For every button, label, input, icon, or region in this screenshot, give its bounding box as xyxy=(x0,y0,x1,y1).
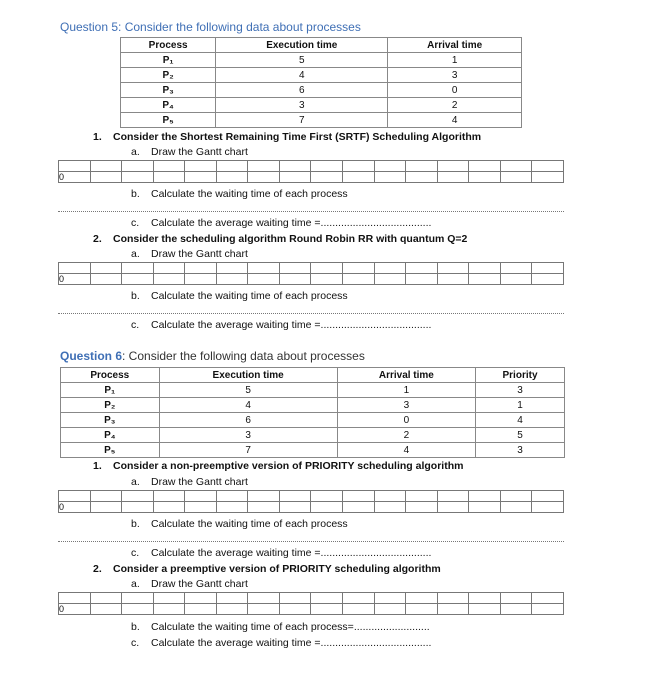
q6-item-2 xyxy=(93,563,441,575)
gantt-chart-nonpreemptive-priority[interactable] xyxy=(58,490,564,513)
gantt-cell[interactable] xyxy=(469,161,501,172)
gantt-cell[interactable] xyxy=(122,491,154,502)
table-cell: P₃ xyxy=(61,413,160,428)
gantt-row xyxy=(59,263,564,274)
gantt-cell[interactable] xyxy=(153,161,185,172)
table-cell: P₅ xyxy=(121,113,216,128)
gantt-cell[interactable] xyxy=(406,593,438,604)
gantt-cell[interactable] xyxy=(406,161,438,172)
gantt-cell[interactable] xyxy=(185,491,217,502)
gantt-cell[interactable] xyxy=(500,593,532,604)
gantt-cell[interactable] xyxy=(248,593,280,604)
gantt-cell[interactable] xyxy=(437,604,469,615)
gantt-cell[interactable] xyxy=(406,491,438,502)
gantt-cell[interactable] xyxy=(343,161,375,172)
gantt-cell[interactable] xyxy=(90,263,122,274)
table-cell: 3 xyxy=(476,383,565,398)
gantt-cell[interactable] xyxy=(343,502,375,513)
gantt-cell[interactable] xyxy=(279,491,311,502)
gantt-cell[interactable] xyxy=(122,161,154,172)
gantt-cell[interactable] xyxy=(437,491,469,502)
item-text: Calculate the average waiting time =...................................... xyxy=(151,637,432,649)
gantt-cell[interactable] xyxy=(153,604,185,615)
letter: b. xyxy=(131,621,140,633)
gantt-cell[interactable] xyxy=(122,502,154,513)
table-cell: 6 xyxy=(216,83,388,98)
item-text: Draw the Gantt chart xyxy=(151,578,248,590)
gantt-cell[interactable] xyxy=(90,593,122,604)
gantt-row xyxy=(59,502,564,513)
gantt-cell[interactable] xyxy=(185,502,217,513)
item-number: 1. xyxy=(93,460,102,472)
gantt-cell[interactable] xyxy=(216,491,248,502)
gantt-cell[interactable] xyxy=(343,593,375,604)
table-cell: 1 xyxy=(337,383,475,398)
table-cell: 7 xyxy=(216,113,388,128)
table-cell: P₃ xyxy=(121,83,216,98)
gantt-cell[interactable] xyxy=(469,172,501,183)
letter: b. xyxy=(131,188,140,200)
table-row xyxy=(61,398,565,413)
letter: a. xyxy=(131,578,140,590)
gantt-cell[interactable] xyxy=(532,263,564,274)
gantt-cell[interactable] xyxy=(311,172,343,183)
item-text: Consider a preemptive version of PRIORITY scheduling algorithm xyxy=(113,563,441,575)
table-cell: 1 xyxy=(388,53,522,68)
q5-item-1a xyxy=(131,146,248,158)
gantt-cell[interactable] xyxy=(185,161,217,172)
gantt-cell[interactable] xyxy=(185,604,217,615)
gantt-cell[interactable] xyxy=(343,263,375,274)
column-header: Execution time xyxy=(216,38,388,53)
item-text: Calculate the average waiting time =...................................... xyxy=(151,547,432,559)
gantt-cell[interactable] xyxy=(469,593,501,604)
question-label: Question 6 xyxy=(60,349,123,363)
gantt-chart-srtf[interactable] xyxy=(58,160,564,183)
gantt-cell[interactable] xyxy=(122,172,154,183)
table-row xyxy=(61,413,565,428)
q6-item-1a xyxy=(131,476,248,488)
gantt-cell[interactable] xyxy=(153,593,185,604)
gantt-cell[interactable] xyxy=(90,491,122,502)
question-6-title xyxy=(60,349,365,363)
gantt-cell[interactable] xyxy=(469,491,501,502)
item-text: Consider a non-preemptive version of PRIORITY scheduling algorithm xyxy=(113,460,464,472)
gantt-cell[interactable] xyxy=(437,593,469,604)
gantt-cell[interactable] xyxy=(532,274,564,285)
gantt-cell[interactable] xyxy=(500,172,532,183)
gantt-chart-preemptive-priority[interactable] xyxy=(58,592,564,615)
gantt-cell[interactable] xyxy=(279,161,311,172)
gantt-cell[interactable] xyxy=(216,274,248,285)
gantt-cell[interactable] xyxy=(343,172,375,183)
gantt-cell[interactable] xyxy=(500,161,532,172)
item-text: Calculate the waiting time of each process xyxy=(151,518,348,530)
table-cell: 5 xyxy=(159,383,337,398)
item-text: Draw the Gantt chart xyxy=(151,146,248,158)
letter: a. xyxy=(131,146,140,158)
gantt-cell[interactable] xyxy=(406,263,438,274)
gantt-cell[interactable] xyxy=(311,604,343,615)
table-cell: P₂ xyxy=(61,398,160,413)
item-text: Consider the Shortest Remaining Time First (SRTF) Scheduling Algorithm xyxy=(113,131,482,143)
table-cell: P₅ xyxy=(61,443,160,458)
gantt-cell[interactable] xyxy=(90,161,122,172)
gantt-cell[interactable] xyxy=(90,274,122,285)
table-row xyxy=(61,443,565,458)
gantt-cell[interactable] xyxy=(532,593,564,604)
gantt-cell[interactable] xyxy=(185,263,217,274)
gantt-cell[interactable] xyxy=(248,274,280,285)
table-cell: 4 xyxy=(216,68,388,83)
gantt-cell[interactable] xyxy=(406,274,438,285)
gantt-cell[interactable] xyxy=(500,491,532,502)
item-number: 1. xyxy=(93,131,102,143)
gantt-row xyxy=(59,604,564,615)
gantt-cell[interactable] xyxy=(406,172,438,183)
q6-item-2c xyxy=(131,637,431,649)
gantt-cell[interactable] xyxy=(532,161,564,172)
gantt-cell[interactable] xyxy=(500,502,532,513)
gantt-cell[interactable] xyxy=(437,502,469,513)
gantt-cell[interactable] xyxy=(185,172,217,183)
gantt-row xyxy=(59,593,564,604)
gantt-cell[interactable] xyxy=(122,274,154,285)
q5-item-1b xyxy=(131,188,348,200)
gantt-cell[interactable] xyxy=(122,593,154,604)
gantt-cell[interactable] xyxy=(437,161,469,172)
answer-line[interactable] xyxy=(58,313,564,314)
gantt-cell[interactable] xyxy=(532,502,564,513)
gantt-cell[interactable] xyxy=(311,491,343,502)
table-cell: 7 xyxy=(159,443,337,458)
gantt-cell[interactable] xyxy=(374,161,406,172)
item-text: Draw the Gantt chart xyxy=(151,248,248,260)
item-number: 2. xyxy=(93,563,102,575)
column-header: Priority xyxy=(476,368,565,383)
table-cell: 4 xyxy=(388,113,522,128)
gantt-cell[interactable] xyxy=(248,263,280,274)
gantt-cell[interactable] xyxy=(343,274,375,285)
gantt-cell[interactable] xyxy=(311,593,343,604)
q5-item-1c xyxy=(131,217,431,229)
gantt-cell[interactable] xyxy=(59,502,91,513)
gantt-cell[interactable] xyxy=(469,263,501,274)
table-cell: 3 xyxy=(388,68,522,83)
letter: c. xyxy=(131,547,140,559)
gantt-cell[interactable] xyxy=(153,263,185,274)
table-cell: P₁ xyxy=(61,383,160,398)
gantt-cell[interactable] xyxy=(469,274,501,285)
gantt-row xyxy=(59,491,564,502)
gantt-cell[interactable] xyxy=(500,274,532,285)
gantt-cell[interactable] xyxy=(343,604,375,615)
gantt-cell[interactable] xyxy=(185,274,217,285)
letter: c. xyxy=(131,319,140,331)
q6-item-2a xyxy=(131,578,248,590)
question-6-process-table xyxy=(60,367,565,458)
gantt-cell[interactable] xyxy=(59,491,91,502)
gantt-cell[interactable] xyxy=(153,274,185,285)
gantt-cell[interactable] xyxy=(437,274,469,285)
table-cell: 3 xyxy=(216,98,388,113)
gantt-cell[interactable] xyxy=(90,172,122,183)
gantt-cell[interactable] xyxy=(248,502,280,513)
table-cell: 1 xyxy=(476,398,565,413)
table-header-row xyxy=(61,368,565,383)
gantt-cell[interactable] xyxy=(248,604,280,615)
letter: c. xyxy=(131,637,140,649)
gantt-cell[interactable] xyxy=(406,502,438,513)
gantt-cell[interactable] xyxy=(532,172,564,183)
q5-item-2 xyxy=(93,233,467,245)
gantt-cell[interactable] xyxy=(122,263,154,274)
letter: a. xyxy=(131,476,140,488)
table-cell: 0 xyxy=(388,83,522,98)
question-5-title: Question 5: Consider the following data about processes xyxy=(60,20,361,34)
table-cell: P₂ xyxy=(121,68,216,83)
gantt-cell[interactable] xyxy=(469,502,501,513)
q5-item-1 xyxy=(93,131,481,143)
gantt-cell[interactable] xyxy=(185,593,217,604)
column-header: Execution time xyxy=(159,368,337,383)
gantt-cell[interactable] xyxy=(216,263,248,274)
table-cell: 4 xyxy=(337,443,475,458)
gantt-start-time: 0 xyxy=(59,604,65,614)
q5-item-2a xyxy=(131,248,248,260)
table-row xyxy=(121,98,522,113)
gantt-cell[interactable] xyxy=(59,274,91,285)
q6-item-1b xyxy=(131,518,348,530)
item-text: Calculate the average waiting time =...................................... xyxy=(151,319,432,331)
answer-line[interactable] xyxy=(58,211,564,212)
table-cell: P₁ xyxy=(121,53,216,68)
table-cell: 6 xyxy=(159,413,337,428)
gantt-row xyxy=(59,172,564,183)
gantt-cell[interactable] xyxy=(311,161,343,172)
gantt-cell[interactable] xyxy=(153,502,185,513)
gantt-cell[interactable] xyxy=(153,491,185,502)
table-row xyxy=(61,428,565,443)
gantt-cell[interactable] xyxy=(248,161,280,172)
gantt-cell[interactable] xyxy=(500,263,532,274)
gantt-cell[interactable] xyxy=(90,604,122,615)
letter: b. xyxy=(131,290,140,302)
gantt-cell[interactable] xyxy=(374,274,406,285)
gantt-chart-round-robin[interactable] xyxy=(58,262,564,285)
gantt-start-time: 0 xyxy=(59,502,65,512)
question-5-process-table xyxy=(120,37,522,128)
gantt-cell[interactable] xyxy=(279,274,311,285)
item-text: Calculate the waiting time of each process=.......................... xyxy=(151,621,430,633)
q6-item-1c xyxy=(131,547,431,559)
gantt-cell[interactable] xyxy=(311,502,343,513)
gantt-cell[interactable] xyxy=(216,502,248,513)
gantt-cell[interactable] xyxy=(374,172,406,183)
table-row xyxy=(121,68,522,83)
table-cell: 5 xyxy=(476,428,565,443)
gantt-cell[interactable] xyxy=(216,161,248,172)
item-text: Calculate the average waiting time =...................................... xyxy=(151,217,432,229)
q5-item-2b xyxy=(131,290,348,302)
gantt-cell[interactable] xyxy=(532,491,564,502)
table-row xyxy=(61,383,565,398)
gantt-cell[interactable] xyxy=(311,263,343,274)
gantt-cell[interactable] xyxy=(374,502,406,513)
gantt-cell[interactable] xyxy=(90,502,122,513)
gantt-cell[interactable] xyxy=(153,172,185,183)
table-cell: 2 xyxy=(388,98,522,113)
table-header-row xyxy=(121,38,522,53)
gantt-cell[interactable] xyxy=(216,593,248,604)
gantt-cell[interactable] xyxy=(279,604,311,615)
letter: c. xyxy=(131,217,140,229)
question-text: : Consider the following data about processes xyxy=(122,349,365,363)
gantt-cell[interactable] xyxy=(406,604,438,615)
letter: a. xyxy=(131,248,140,260)
gantt-cell[interactable] xyxy=(532,604,564,615)
column-header: Process xyxy=(61,368,160,383)
column-header: Process xyxy=(121,38,216,53)
table-row xyxy=(121,113,522,128)
table-cell: 3 xyxy=(337,398,475,413)
gantt-cell[interactable] xyxy=(59,263,91,274)
gantt-cell[interactable] xyxy=(59,604,91,615)
q6-item-1 xyxy=(93,460,463,472)
gantt-start-time: 0 xyxy=(59,172,65,182)
table-cell: P₄ xyxy=(61,428,160,443)
gantt-cell[interactable] xyxy=(343,491,375,502)
table-cell: 0 xyxy=(337,413,475,428)
gantt-cell[interactable] xyxy=(59,161,91,172)
table-cell: P₄ xyxy=(121,98,216,113)
column-header: Arrival time xyxy=(337,368,475,383)
column-header: Arrival time xyxy=(388,38,522,53)
gantt-cell[interactable] xyxy=(469,604,501,615)
gantt-cell[interactable] xyxy=(59,593,91,604)
table-cell: 4 xyxy=(476,413,565,428)
table-row xyxy=(121,53,522,68)
item-text: Calculate the waiting time of each process xyxy=(151,290,348,302)
gantt-cell[interactable] xyxy=(374,604,406,615)
gantt-cell[interactable] xyxy=(248,172,280,183)
table-cell: 4 xyxy=(159,398,337,413)
table-cell: 5 xyxy=(216,53,388,68)
answer-line[interactable] xyxy=(58,541,564,542)
item-number: 2. xyxy=(93,233,102,245)
gantt-cell[interactable] xyxy=(437,263,469,274)
gantt-cell[interactable] xyxy=(279,172,311,183)
q6-item-2b xyxy=(131,621,430,633)
table-row xyxy=(121,83,522,98)
gantt-cell[interactable] xyxy=(279,593,311,604)
item-text: Consider the scheduling algorithm Round Robin RR with quantum Q=2 xyxy=(113,233,468,245)
gantt-cell[interactable] xyxy=(59,172,91,183)
item-text: Calculate the waiting time of each process xyxy=(151,188,348,200)
gantt-start-time: 0 xyxy=(59,274,65,284)
letter: b. xyxy=(131,518,140,530)
gantt-cell[interactable] xyxy=(500,604,532,615)
gantt-cell[interactable] xyxy=(216,604,248,615)
gantt-cell[interactable] xyxy=(374,593,406,604)
gantt-cell[interactable] xyxy=(122,604,154,615)
gantt-cell[interactable] xyxy=(279,263,311,274)
gantt-cell[interactable] xyxy=(374,491,406,502)
gantt-cell[interactable] xyxy=(248,491,280,502)
table-cell: 3 xyxy=(476,443,565,458)
q5-item-2c xyxy=(131,319,431,331)
gantt-cell[interactable] xyxy=(216,172,248,183)
gantt-cell[interactable] xyxy=(374,263,406,274)
gantt-row xyxy=(59,274,564,285)
gantt-cell[interactable] xyxy=(437,172,469,183)
gantt-row xyxy=(59,161,564,172)
item-text: Draw the Gantt chart xyxy=(151,476,248,488)
table-cell: 2 xyxy=(337,428,475,443)
table-cell: 3 xyxy=(159,428,337,443)
gantt-cell[interactable] xyxy=(279,502,311,513)
gantt-cell[interactable] xyxy=(311,274,343,285)
